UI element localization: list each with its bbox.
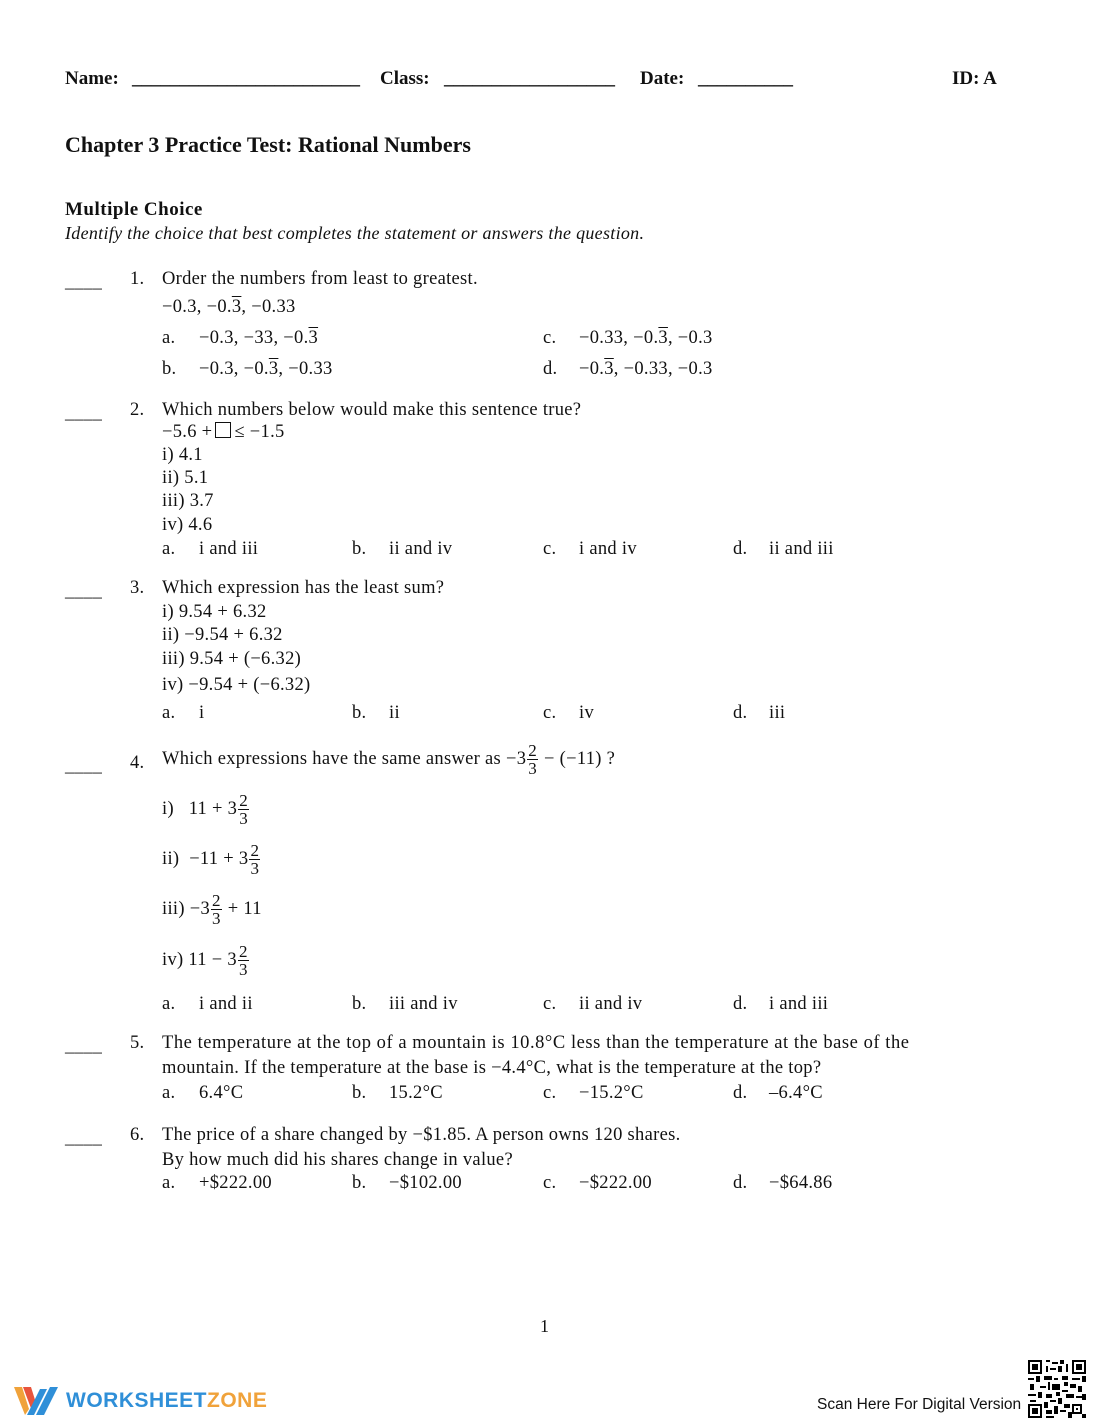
q1-choice-a-letter[interactable]: a.: [162, 328, 176, 348]
q4-choice-a-letter[interactable]: a.: [162, 994, 176, 1014]
q2-choice-c-text[interactable]: i and iv: [579, 539, 637, 559]
answer-blank-q4[interactable]: ____: [65, 755, 103, 775]
q1-choice-d-letter[interactable]: d.: [543, 359, 558, 379]
class-label: Class:: [380, 68, 430, 89]
logo-text-zone: ZONE: [207, 1389, 268, 1412]
q4-choice-c-letter[interactable]: c.: [543, 994, 557, 1014]
q4-choice-d-text[interactable]: i and iii: [769, 994, 829, 1014]
q6-text-line1: The price of a share changed by −$1.85. A person owns 120 shares.: [162, 1125, 681, 1145]
q4-choice-a-text[interactable]: i and ii: [199, 994, 253, 1014]
q1-choice-b-letter[interactable]: b.: [162, 359, 177, 379]
scan-text: Scan Here For Digital Version: [817, 1396, 1022, 1413]
q6-choice-c-letter[interactable]: c.: [543, 1173, 557, 1193]
q5-choice-b-text[interactable]: 15.2°C: [389, 1083, 443, 1103]
q4-text: Which expressions have the same answer as: [162, 748, 502, 769]
q4-choice-d-letter[interactable]: d.: [733, 994, 748, 1014]
q3-option-i: i) 9.54 + 6.32: [162, 602, 267, 622]
q2-choice-c-letter[interactable]: c.: [543, 539, 557, 559]
qr-code-icon[interactable]: [1028, 1360, 1086, 1418]
q6-choice-a-letter[interactable]: a.: [162, 1173, 176, 1193]
q3-option-iii: iii) 9.54 + (−6.32): [162, 649, 302, 669]
q1-choice-c-text[interactable]: −0.33, −0.3, −0.3: [579, 328, 713, 348]
q3-option-iv: iv) −9.54 + (−6.32): [162, 675, 311, 695]
date-label: Date:: [640, 68, 685, 89]
q6-number: 6.: [130, 1125, 145, 1145]
q4-choice-c-text[interactable]: ii and iv: [579, 994, 643, 1014]
q4-number: 4.: [130, 753, 145, 773]
q2-choice-a-letter[interactable]: a.: [162, 539, 176, 559]
blank-box-icon: [215, 422, 231, 438]
q2-option-iv: iv) 4.6: [162, 515, 213, 535]
q4-option-ii: ii) −11 + 3 $\frac{2}{3}$: [162, 841, 260, 878]
q6-choice-b-text[interactable]: −$102.00: [389, 1173, 462, 1193]
q4-option-iv: iv) 11 − 3 $\frac{2}{3}$: [162, 942, 248, 979]
fraction-two-thirds: $\frac{2}{3}$: [238, 942, 248, 979]
logo-text-worksheet: WORKSHEET: [66, 1389, 207, 1412]
q3-text: Which expression has the least sum?: [162, 578, 445, 598]
q2-choice-d-text[interactable]: ii and iii: [769, 539, 834, 559]
worksheetzone-w-icon: [14, 1385, 60, 1417]
q4-question: [162, 742, 615, 777]
q1-number: 1.: [130, 269, 145, 289]
fraction-two-thirds: $\frac{2}{3}$: [212, 891, 221, 928]
q3-choice-d-letter[interactable]: d.: [733, 703, 748, 723]
id-label: ID: A: [952, 68, 997, 89]
q6-choice-d-letter[interactable]: d.: [733, 1173, 748, 1193]
fraction-two-thirds: $\frac{2}{3}$: [239, 791, 249, 828]
answer-blank-q3[interactable]: ____: [65, 580, 103, 600]
answer-blank-q1[interactable]: ____: [65, 271, 103, 291]
q5-choice-a-text[interactable]: 6.4°C: [199, 1083, 244, 1103]
answer-blank-q6[interactable]: ____: [65, 1127, 103, 1147]
q5-choice-c-letter[interactable]: c.: [543, 1083, 557, 1103]
fraction-two-thirds: $\frac{2}{3}$: [250, 841, 260, 878]
q3-option-ii: ii) −9.54 + 6.32: [162, 625, 283, 645]
q2-choice-a-text[interactable]: i and iii: [199, 539, 259, 559]
q2-inequality: [162, 422, 285, 443]
answer-blank-q5[interactable]: ____: [65, 1035, 103, 1055]
q5-text-line2: mountain. If the temperature at the base is −4.4°C, what is the temperature at the top?: [162, 1058, 822, 1078]
q5-choice-d-letter[interactable]: d.: [733, 1083, 748, 1103]
q3-number: 3.: [130, 578, 145, 598]
q2-ineq-left: −5.6 +: [162, 422, 213, 442]
q2-ineq-right: ≤ −1.5: [234, 422, 285, 442]
q2-choice-b-letter[interactable]: b.: [352, 539, 367, 559]
page-number: 1: [540, 1316, 549, 1336]
q4-expr-post: − (−11) ?: [544, 748, 616, 769]
section-heading: Multiple Choice: [65, 199, 203, 220]
q2-number: 2.: [130, 400, 145, 420]
answer-blank-q2[interactable]: ____: [65, 402, 103, 422]
q3-choice-c-text[interactable]: iv: [579, 703, 594, 723]
name-label: Name:: [65, 68, 119, 89]
q3-choice-a-letter[interactable]: a.: [162, 703, 176, 723]
q4-option-iii: iii) −3 $\frac{2}{3}$ + 11: [162, 891, 262, 928]
q5-choice-d-text[interactable]: –6.4°C: [769, 1083, 823, 1103]
q3-choice-b-letter[interactable]: b.: [352, 703, 367, 723]
class-blank[interactable]: __________________: [444, 68, 615, 89]
q6-choice-d-text[interactable]: −$64.86: [769, 1173, 833, 1193]
q6-choice-c-text[interactable]: −$222.00: [579, 1173, 652, 1193]
q6-choice-a-text[interactable]: +$222.00: [199, 1173, 272, 1193]
q1-choice-a-text[interactable]: −0.3, −33, −0.3: [199, 328, 319, 348]
q6-text-line2: By how much did his shares change in value?: [162, 1150, 513, 1170]
section-instructions: Identify the choice that best completes the statement or answers the question.: [65, 223, 645, 243]
worksheetzone-logo[interactable]: [14, 1384, 267, 1418]
q3-choice-d-text[interactable]: iii: [769, 703, 786, 723]
date-blank[interactable]: __________: [698, 68, 793, 89]
q2-option-i: i) 4.1: [162, 445, 203, 465]
q2-text: Which numbers below would make this sentence true?: [162, 400, 582, 420]
page-title: Chapter 3 Practice Test: Rational Numbers: [65, 132, 471, 157]
q2-choice-d-letter[interactable]: d.: [733, 539, 748, 559]
fraction-two-thirds: $\frac{2}{3}$: [528, 741, 538, 778]
q5-number: 5.: [130, 1033, 145, 1053]
q1-numbers: −0.3, −0.3, −0.33: [162, 297, 296, 317]
q4-option-i: i) 11 + 3 $\frac{2}{3}$: [162, 791, 249, 828]
q1-text: Order the numbers from least to greatest.: [162, 269, 478, 289]
q2-option-ii: ii) 5.1: [162, 468, 209, 488]
q3-choice-b-text[interactable]: ii: [389, 703, 400, 723]
q6-choice-b-letter[interactable]: b.: [352, 1173, 367, 1193]
q5-choice-a-letter[interactable]: a.: [162, 1083, 176, 1103]
q1-choice-b-text[interactable]: −0.3, −0.3, −0.33: [199, 359, 333, 379]
q4-choice-b-letter[interactable]: b.: [352, 994, 367, 1014]
q4-expr-pre: −3: [505, 748, 527, 769]
q3-choice-a-text[interactable]: i: [199, 703, 205, 723]
q5-choice-b-letter[interactable]: b.: [352, 1083, 367, 1103]
q1-choice-d-text[interactable]: −0.3, −0.33, −0.3: [579, 359, 713, 379]
q5-text-line1: The temperature at the top of a mountain is 10.8°C less than the temperature at the base of the: [162, 1033, 910, 1053]
q2-option-iii: iii) 3.7: [162, 491, 214, 511]
q3-choice-c-letter[interactable]: c.: [543, 703, 557, 723]
name-blank[interactable]: ________________________: [132, 68, 360, 89]
q1-choice-c-letter[interactable]: c.: [543, 328, 557, 348]
q2-choice-b-text[interactable]: ii and iv: [389, 539, 453, 559]
q5-choice-c-text[interactable]: −15.2°C: [579, 1083, 644, 1103]
q4-choice-b-text[interactable]: iii and iv: [389, 994, 458, 1014]
